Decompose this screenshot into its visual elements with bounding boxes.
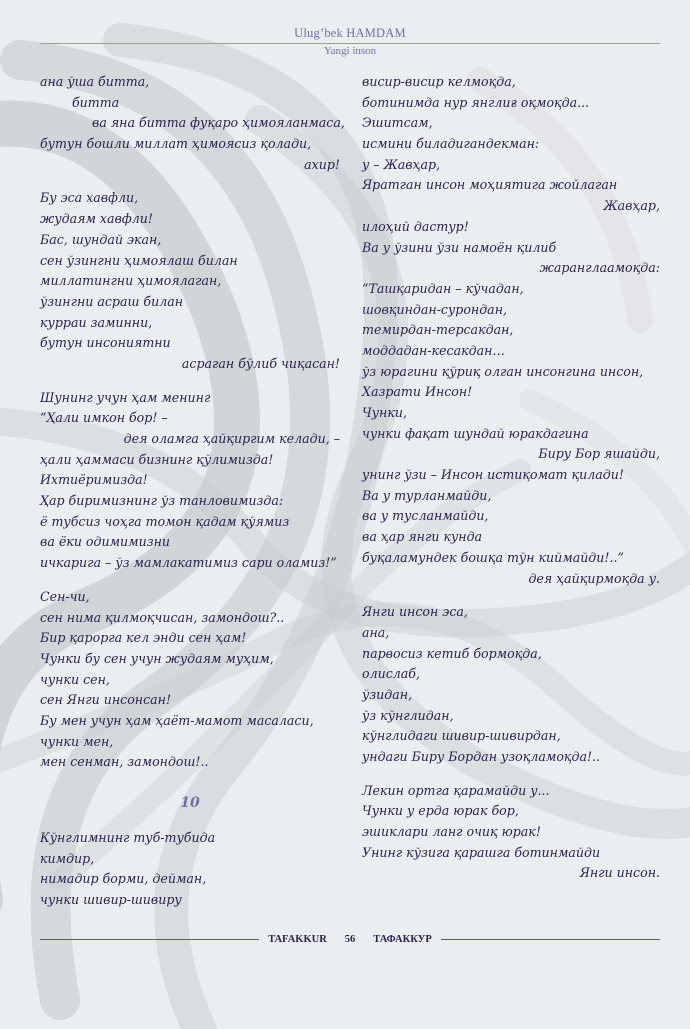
poem-line: унинг ўзи – Инсон истиқомат қилади! (362, 467, 624, 483)
poem-line: ўз кўнглидан, (362, 707, 454, 723)
poem-line: Чунки у ерда юрак бор, (362, 803, 519, 819)
stanza-break (362, 589, 660, 602)
poem-line: чунки сен, (40, 671, 110, 687)
poem-line: сен ўзингни ҳимоялаш билан (40, 252, 238, 268)
poem-line: жаранглаамоқда: (539, 260, 660, 276)
running-header (40, 26, 660, 57)
poem-line: Янги инсон. (579, 865, 660, 881)
poem-line: Биру Бор яшайди, (538, 446, 660, 462)
poem-line: ўзингни асраш билан (40, 293, 184, 309)
page-footer (40, 934, 660, 945)
poem-line: Бас, шундай экан, (40, 231, 162, 247)
poem-line: дея ҳайқирмоқда у. (528, 570, 660, 586)
poem-line: жудаям хавфли! (40, 211, 153, 227)
footer-rule-left (40, 939, 259, 940)
poem-line: Ихтиёримизда! (40, 472, 148, 488)
poem-line: шовқиндан-сурондан, (362, 301, 507, 317)
poem-line: ичкарига – ўз мамлакатимиз сари оламиз!” (40, 555, 337, 571)
poem-line: исмини биладигандекман: (362, 136, 540, 152)
poem-line: Унинг кўзига қарашга ботинмайди (362, 844, 601, 860)
stanza-break (40, 175, 340, 188)
footer-journal-cyrillic: ТАФАККУР (373, 934, 432, 945)
poem-line: кимдир, (40, 850, 95, 866)
poem-line: парвосиз кетиб бормоқда, (362, 645, 542, 661)
poem-line: буқаламундек бошқа тўн киймайди!..” (362, 549, 624, 565)
poem-line: Янги инсон эса, (362, 604, 468, 620)
section-number: 10 (180, 795, 200, 811)
poem-line: сен Янги инсонсан! (40, 692, 172, 708)
poem-line: Сен-чи, (40, 588, 90, 604)
poem-line: асраган бўлиб чиқасан! (181, 355, 340, 371)
poem-line: Бу эса хавфли, (40, 190, 139, 206)
poem-line: Кўнглимнинг туб-тубида (40, 830, 216, 845)
stanza-break (40, 773, 340, 791)
poem-line: темирдан-терсакдан, (362, 322, 514, 338)
poem-line: чунки шивир-шивиру (40, 892, 182, 908)
poem-line: Бир қарорга кел энди сен ҳам! (40, 630, 247, 646)
poem-line: Яратган инсон моҳиятига жойлаган (362, 177, 618, 193)
footer-rule-right (441, 939, 660, 940)
poem-line: моддадан-кесакдан… (362, 342, 505, 358)
poem-line: Чунки, (362, 405, 407, 420)
poem-line: Ва у ўзини ўзи намоён қилиб (362, 239, 557, 255)
header-subtitle: Yangi inson (323, 45, 377, 57)
poem-line: ахир! (304, 156, 340, 172)
poem-line: олислаб, (362, 666, 420, 682)
poem-line: “Ҳали имкон бор! – (40, 410, 168, 426)
poem-line: ва у тусланмайди, (362, 508, 489, 524)
poem-line: Эшитсам, (362, 115, 433, 131)
poem-line: ана ўша битта, (40, 74, 150, 89)
page-number: 56 (344, 934, 356, 945)
footer-journal-latin: TAFAKKUR (268, 934, 327, 945)
poem-line: нимадир борми, дейман, (40, 871, 207, 887)
poem-line: дея оламга ҳайқиргим келади, – (123, 431, 340, 446)
poem-line: ўзидан, (362, 686, 413, 702)
poem-line: ҳали ҳаммаси бизнинг қўлимизда! (40, 451, 274, 467)
poem-line: Лекин ортга қарамайди у... (362, 782, 550, 798)
poem-line: Чунки бу сен учун жудаям муҳим, (40, 650, 274, 666)
stanza-break (40, 574, 340, 587)
poem-line: мен сенман, замондош!.. (40, 754, 209, 770)
poem-line: бутун бошли миллат ҳимоясиз қолади, (40, 136, 312, 152)
header-author: Ulug’bek HAMDAM (294, 26, 406, 40)
poem-line: ва яна битта фуқаро ҳимояланмаса, (92, 115, 345, 131)
poem-line: битта (72, 94, 120, 110)
stanza-break (362, 768, 660, 781)
poem-line: у – Жавҳар, (362, 156, 441, 172)
header-rule (40, 43, 660, 44)
poem-line: ва ёки одимимизни (40, 534, 170, 550)
stanza-break (40, 375, 340, 388)
poem-line: кўнглидаги шивир-шивирдан, (362, 728, 561, 744)
poem-line: ботинимда нур янглиғ оқмоқда... (362, 94, 590, 110)
poem-line: ана, (362, 624, 390, 640)
poem-line: Ва у турланмайди, (362, 487, 492, 503)
poem-line: ундаги Биру Бордан узоқламоқда!.. (362, 749, 601, 764)
poem-line: чунки мен, (40, 733, 114, 749)
poem-line: Жавҳар, (603, 198, 660, 214)
poem-line: курраи заминни, (40, 314, 153, 330)
poem-line: миллатингни ҳимоялаган, (40, 273, 222, 289)
poem-line: чунки фақат шундай юракдагина (362, 425, 589, 441)
poem-line: “Ташқаридан – кўчадан, (362, 280, 524, 296)
poem-line: висир-висир келмоқда, (362, 74, 516, 89)
poem-line: Ҳар биримизнинг ўз танловимизда: (40, 493, 284, 509)
poem-column-right (362, 72, 660, 884)
poem-line: Шунинг учун ҳам менинг (40, 389, 211, 405)
poem-column-left (40, 72, 345, 911)
poem-line: илоҳий дастур! (362, 218, 469, 234)
poem-line: Хазрати Инсон! (362, 384, 473, 400)
poem-line: Бу мен учун ҳам ҳаёт-мамот масаласи, (40, 712, 314, 728)
poem-line: сен нима қилмоқчисан, замондош?.. (40, 609, 285, 625)
poem-line: бутун инсониятни (40, 335, 171, 351)
poem-line: ўз юрагини қўриқ олган инсонгина инсон, (362, 363, 644, 379)
poem-line: эшиклари ланг очиқ юрак! (362, 824, 541, 840)
stanza-break (40, 815, 340, 828)
poem-line: ё тубсиз чоҳга томон қадам қўямиз (40, 513, 290, 529)
poem-line: ва ҳар янги кунда (362, 529, 483, 545)
